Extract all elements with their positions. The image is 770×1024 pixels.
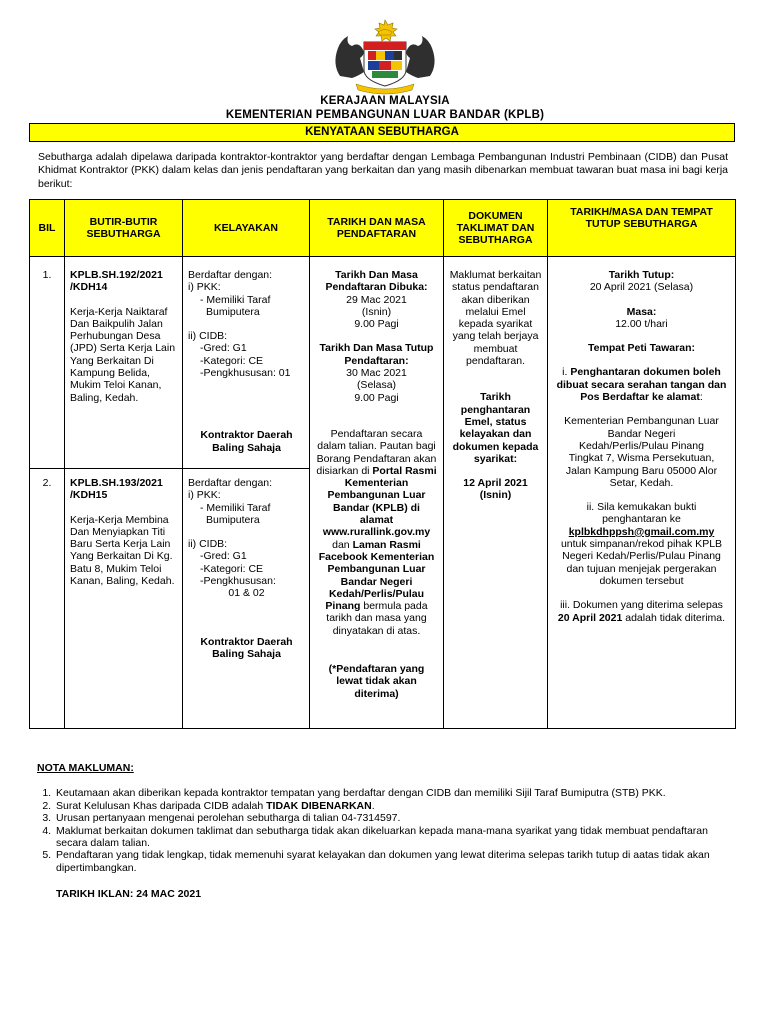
row-number: 2.: [30, 468, 65, 728]
header-butir: BUTIR-BUTIR SEBUTHARGA: [65, 200, 183, 257]
time-label: Masa:: [626, 305, 657, 318]
kelayakan-line: -Pengkhususan:: [200, 575, 276, 588]
kelayakan-line: ii) CIDB:: [188, 538, 228, 551]
kontraktor-note: Kontraktor Daerah Baling Sahaja: [200, 429, 293, 454]
list-item: 3. Urusan pertanyaan mengenai perolehan sebutharga di talian 04-7314597.: [54, 812, 737, 824]
closing-time: 12.00 t/hari: [615, 317, 668, 330]
list-item: 1. Keutamaan akan diberikan kepada kontraktor tempatan yang berdaftar dengan CIDB dan memiliki Sijil Taraf Bumiputra (STB) PKK.: [54, 787, 737, 799]
proof-instruction: ii. Sila kemukakan bukti penghantaran ke: [586, 501, 697, 526]
intro-paragraph: Sebutharga adalah dipelawa daripada kontraktor-kontraktor yang berdaftar dengan Lembaga Pembangunan Industri Pembinaan (CIDB) dan Pusat Khidmat Kontraktor (PKK) dalam kelas dan jenis pendaftaran yang berkaitan dan yang masih dibenarkan membuat tawaran buat masa ini bagi kerja berikut:: [38, 151, 728, 190]
kelayakan-line: Bumiputera: [206, 513, 260, 526]
kelayakan-line: - Memiliki Taraf: [200, 501, 271, 514]
notice-banner: KENYATAAN SEBUTHARGA: [29, 123, 735, 142]
kelayakan-line: - Memiliki Taraf: [200, 293, 271, 306]
dibuka-day: (Isnin): [361, 305, 392, 318]
kelayakan-line: i) PKK:: [188, 489, 221, 502]
dibuka-time: 9.00 Pagi: [354, 318, 399, 331]
header-dokumen: DOKUMEN TAKLIMAT DAN SEBUTHARGA: [444, 200, 548, 257]
kelayakan-line: ii) CIDB:: [188, 330, 228, 343]
table-row: [30, 257, 736, 469]
header-kelayakan: KELAYAKAN: [183, 200, 310, 257]
proof-purpose: untuk simpanan/rekod pihak KPLB Negeri Kedah/Perlis/Pulau Pinang dan tujuan menjejak pergerakan dokumen tersebut: [560, 538, 723, 587]
ministry-address: Kementerian Pembangunan Luar Bandar Negeri Kedah/Perlis/Pulau Pinang Tingkat 7, Wisma Persekutuan, Jalan Kampung Baru 05000 Alor Setar, Kedah.: [564, 415, 719, 489]
list-item: 2. Surat Kelulusan Khas daripada CIDB adalah TIDAK DIBENARKAN.: [54, 800, 737, 812]
dibuka-label: Tarikh Dan Masa Pendaftaran Dibuka:: [325, 269, 428, 294]
list-item: 5. Pendaftaran yang tidak lengkap, tidak memenuhi syarat kelayakan dan dokumen yang lewat diterima selepas tarikh tutup di aatas tidak akan dipertimbangkan.: [54, 849, 737, 874]
advert-date: TARIKH IKLAN: 24 MAC 2021: [56, 888, 202, 901]
kelayakan-line: i) PKK:: [188, 281, 221, 294]
email-date-label: Tarikh penghantaran Emel, status kelayakan dan dokumen kepada syarikat:: [452, 391, 539, 465]
submission-method: i. Penghantaran dokumen boleh dibuat secara serahan tangan dan Pos Berdaftar ke alamat:: [556, 366, 727, 404]
tutup-daftar-time: 9.00 Pagi: [354, 391, 399, 404]
closing-label: Tarikh Tutup:: [608, 269, 675, 281]
email-date: 12 April 2021: [463, 477, 528, 490]
place-label: Tempat Peti Tawaran:: [588, 342, 695, 355]
header-tarikh-masa: TARIKH DAN MASA PENDAFTARAN: [310, 200, 444, 257]
kelayakan-line: Bumiputera: [206, 305, 260, 318]
notes-section: [37, 762, 737, 901]
kelayakan-line: -Pengkhususan: 01: [200, 367, 291, 380]
late-document-note: iii. Dokumen yang diterima selepas 20 April 2021 adalah tidak diterima.: [557, 599, 726, 624]
tender-ref: KPLB.SH.193/2021 /KDH15: [70, 476, 163, 502]
late-registration-note: (*Pendaftaran yang lewat tidak akan diterima): [328, 663, 425, 700]
header-tarikh-tutup: TARIKH/MASA DAN TEMPAT TUTUP SEBUTHARGA: [548, 200, 736, 257]
closing-date: 20 April 2021 (Selasa): [589, 281, 694, 294]
header-bil: BIL: [30, 200, 65, 257]
tutup-daftar-label: Tarikh Dan Masa Tutup Pendaftaran:: [319, 342, 434, 367]
kelayakan-line: -Gred: G1: [200, 342, 247, 355]
list-item: 4. Maklumat berkaitan dokumen taklimat dan sebutharga tidak akan dikeluarkan kepada mana-mana syarikat yang tidak membuat pendaftaran secara dalam talian.: [54, 825, 737, 850]
government-title: KERAJAAN MALAYSIA: [320, 95, 450, 107]
email-day: (Isnin): [479, 489, 512, 502]
malaysia-coat-of-arms-icon: [326, 18, 444, 96]
ministry-title: KEMENTERIAN PEMBANGUNAN LUAR BANDAR (KPLB): [225, 109, 545, 121]
notes-title: NOTA MAKLUMAN:: [37, 762, 134, 774]
status-info: Maklumat berkaitan status pendaftaran akan diberikan melalui Emel kepada syarikat yang telah berjaya membuat pendaftaran.: [449, 269, 542, 368]
tender-table: [29, 199, 736, 729]
tutup-daftar-date: 30 Mac 2021: [346, 367, 407, 380]
registration-info: Pendaftaran secara dalam talian. Pautan bagi Borang Pendaftaran akan disiarkan di Portal Rasmi Kementerian Pembangunan Luar Bandar (KPLB) di alamat www.rurallink.gov.my dan Laman Rasmi Facebook Kementerian Pembangunan Luar Bandar Negeri Kedah/Perlis/Pulau Pinang bermula pada tarikh dan masa yang dinyatakan di atas.: [316, 427, 437, 637]
kelayakan-line: -Kategori: CE: [200, 562, 264, 575]
kelayakan-line: 01 & 02: [228, 587, 265, 600]
kelayakan-line: -Kategori: CE: [200, 354, 264, 367]
tender-description: Kerja-Kerja Naiktaraf Dan Baikpulih Jalan Perhubungan Desa (JPD) Serta Kerja Lain Yang Berkaitan Di Kampung Belida, Mukim Teloi Kanan, Baling, Kedah.: [70, 305, 176, 404]
email-link[interactable]: kplbkdhppsh@gmail.com.my: [568, 525, 715, 538]
row-number: 1.: [30, 257, 65, 469]
kelayakan-line: Berdaftar dengan:: [188, 476, 273, 489]
dibuka-date: 29 Mac 2021: [346, 293, 407, 306]
tender-ref: KPLB.SH.192/2021 /KDH14: [70, 269, 163, 294]
tutup-daftar-day: (Selasa): [356, 379, 397, 392]
kelayakan-line: Berdaftar dengan:: [188, 269, 273, 281]
kontraktor-note: Kontraktor Daerah Baling Sahaja: [200, 635, 293, 660]
notes-list: [37, 787, 737, 874]
tender-description: Kerja-Kerja Membina Dan Menyiapkan Titi Baru Serta Kerja Lain Yang Berkaitan Di Kg. Batu 8, Mukim Teloi Kanan, Baling, Kedah.: [70, 513, 175, 588]
kelayakan-line: -Gred: G1: [200, 550, 247, 563]
